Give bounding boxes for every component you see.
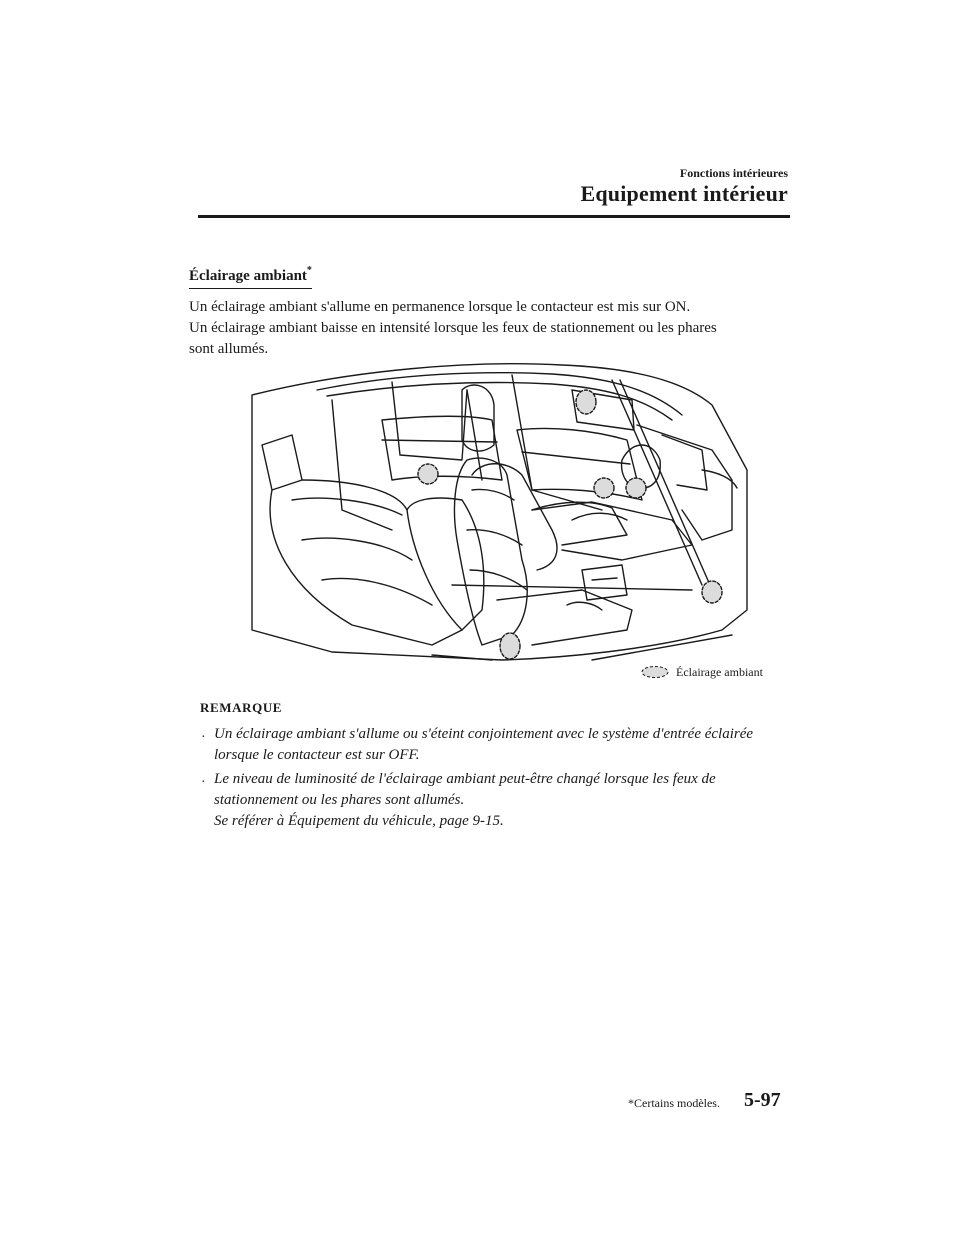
note-line: Un éclairage ambiant s'allume ou s'éteint conjointement avec le système d'entrée éclairée	[214, 726, 754, 742]
body-text-line: Un éclairage ambiant baisse en intensité lorsque les feux de stationnement ou les phares	[189, 320, 717, 336]
footnote: *Certains modèles.	[628, 1096, 720, 1110]
subsection-heading	[189, 266, 312, 289]
note-heading: REMARQUE	[200, 700, 283, 715]
bullet-icon: ·	[201, 775, 206, 790]
note-line: Le niveau de luminosité de l'éclairage ambiant peut-être changé lorsque les feux de	[214, 771, 716, 787]
cross-reference-link[interactable]: Se référer à Équipement du véhicule, page 9-15.	[214, 813, 504, 829]
section-label: Fonctions intérieures	[679, 166, 788, 180]
car-interior-illustration	[232, 360, 760, 682]
bullet-icon: ·	[201, 730, 206, 745]
footnote-marker: *	[306, 265, 312, 276]
body-text-line: sont allumés.	[189, 341, 269, 357]
page-number: 5-97	[744, 1089, 781, 1111]
subsection-heading-text: Éclairage ambiant	[189, 268, 307, 284]
note-line: stationnement ou les phares sont allumés.	[214, 792, 465, 808]
body-text-line: Un éclairage ambiant s'allume en permanence lorsque le contacteur est mis sur ON.	[189, 299, 691, 315]
ambient-light-legend-icon	[640, 665, 670, 679]
page-title: Equipement intérieur	[580, 181, 788, 206]
header-rule	[198, 215, 790, 218]
legend-label: Éclairage ambiant	[676, 665, 763, 679]
note-line: lorsque le contacteur est sur OFF.	[214, 747, 420, 763]
